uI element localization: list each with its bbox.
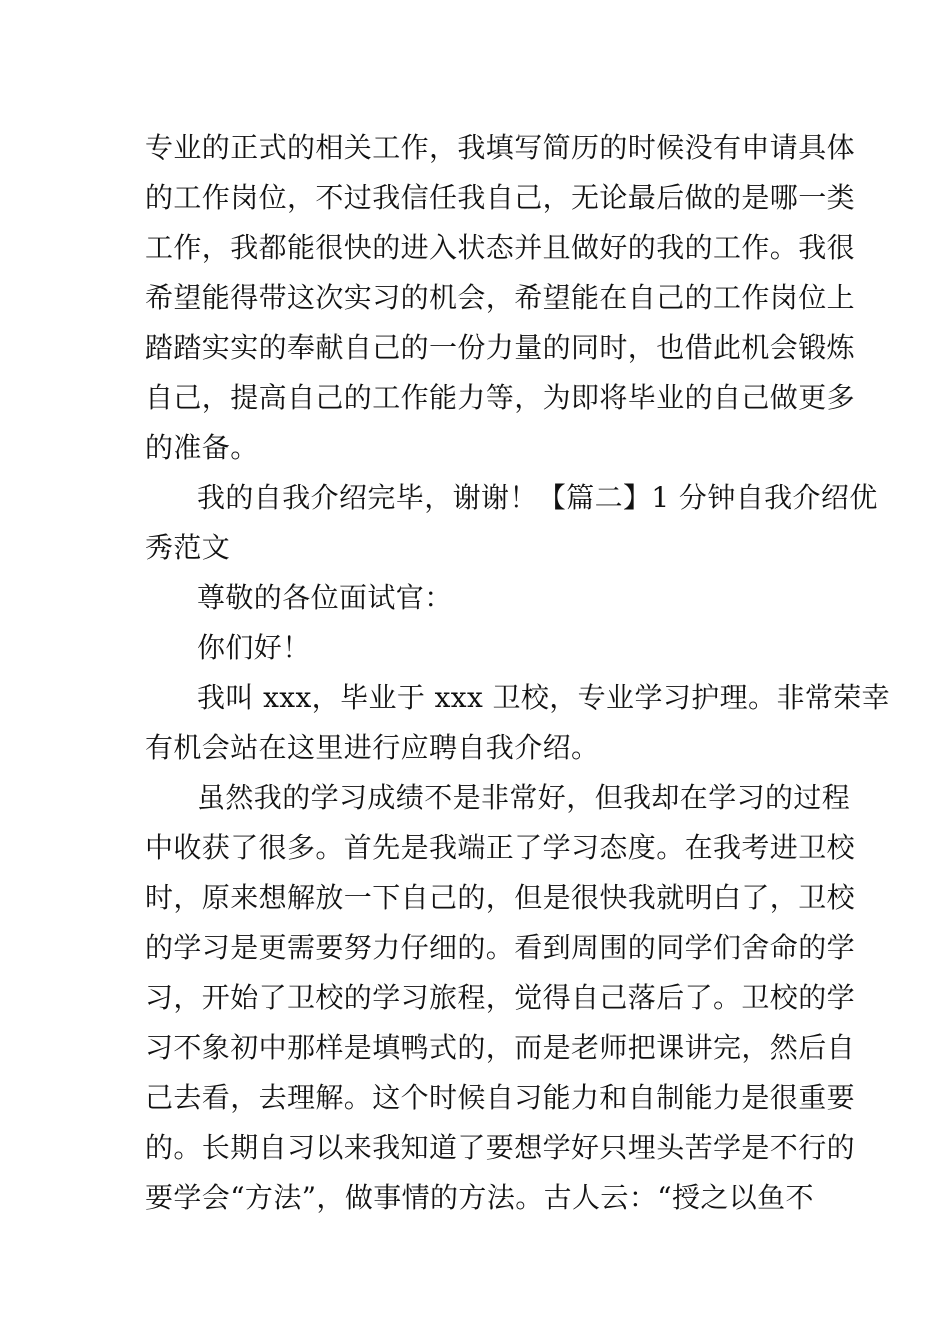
text-line: 的工作岗位，不过我信任我自己，无论最后做的是哪一类 — [145, 181, 856, 214]
text-line: 工作，我都能很快的进入状态并且做好的我的工作。我很 — [145, 231, 856, 264]
text-line: 有机会站在这里进行应聘自我介绍。 — [145, 731, 600, 764]
greeting-line: 你们好！ — [197, 631, 311, 664]
text-line: 的准备。 — [145, 431, 259, 464]
text-line: 自己，提高自己的工作能力等，为即将毕业的自己做更多 — [145, 381, 856, 414]
text-line: 时，原来想解放一下自己的，但是很快我就明白了，卫校 — [145, 881, 856, 914]
paragraph-start-line: 我的自我介绍完毕，谢谢！【篇二】1 分钟自我介绍优 — [197, 481, 878, 514]
text-line: 习，开始了卫校的学习旅程，觉得自己落后了。卫校的学 — [145, 981, 856, 1014]
paragraph-start-line: 虽然我的学习成绩不是非常好，但我却在学习的过程 — [197, 781, 851, 814]
text-line: 秀范文 — [145, 531, 231, 564]
text-line: 要学会“方法”，做事情的方法。古人云：“授之以鱼不 — [145, 1181, 814, 1214]
text-line: 中收获了很多。首先是我端正了学习态度。在我考进卫校 — [145, 831, 856, 864]
text-line: 习不象初中那样是填鸭式的，而是老师把课讲完，然后自 — [145, 1031, 856, 1064]
text-line: 的学习是更需要努力仔细的。看到周围的同学们舍命的学 — [145, 931, 856, 964]
text-line: 踏踏实实的奉献自己的一份力量的同时，也借此机会锻炼 — [145, 331, 856, 364]
text-line: 希望能得带这次实习的机会，希望能在自己的工作岗位上 — [145, 281, 856, 314]
text-line: 己去看，去理解。这个时候自习能力和自制能力是很重要 — [145, 1081, 856, 1114]
text-line: 专业的正式的相关工作，我填写简历的时候没有申请具体 — [145, 131, 856, 164]
salutation-line: 尊敬的各位面试官： — [197, 581, 453, 614]
text-line: 的。长期自习以来我知道了要想学好只埋头苦学是不行的 — [145, 1131, 856, 1164]
paragraph-start-line: 我叫 xxx，毕业于 xxx 卫校，专业学习护理。非常荣幸 — [197, 681, 891, 714]
